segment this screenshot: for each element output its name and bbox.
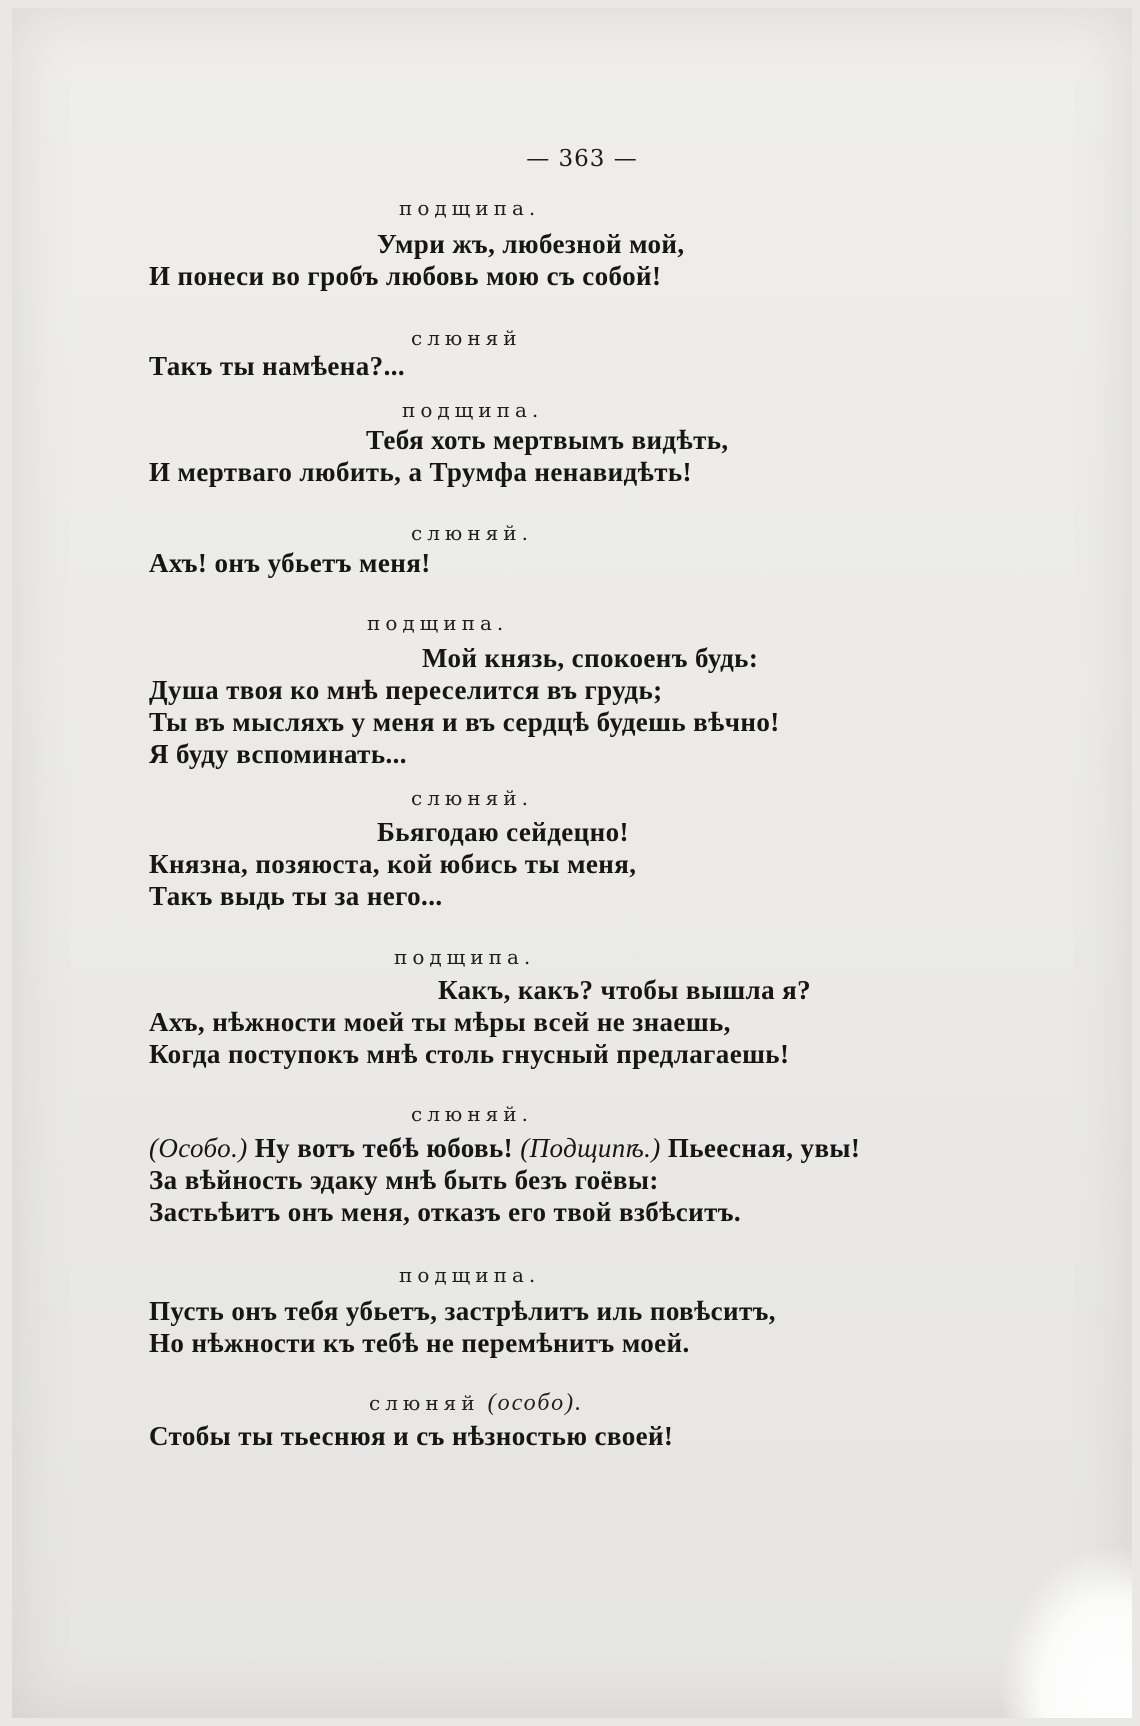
speaker-name: слюняй [369,1391,480,1415]
speaker-label: слюняй. [411,786,533,810]
verse-line: Ахъ! онъ убьетъ меня! [149,548,431,578]
speaker-direction: (особо). [479,1390,584,1416]
page-corner-damage [1002,1548,1132,1718]
speaker-label [369,1390,583,1417]
verse-line: Такъ ты намѣена?... [149,351,406,381]
verse-text: Ну вотъ тебѣ юбовь! [247,1133,521,1163]
verse-line: Бьягодаю сейдецно! [377,817,629,847]
verse-line [149,1132,860,1164]
speaker-label: подщипа. [367,611,509,635]
speaker-label: слюняй. [411,521,533,545]
verse-line: Тебя хоть мертвымъ видѣть, [366,425,729,455]
stage-direction: (Особо.) [149,1133,248,1163]
verse-line: Мой князь, спокоенъ будь: [422,643,759,673]
stage-direction: (Подщипѣ.) [520,1133,661,1163]
verse-line: И понеси во гробъ любовь мою съ собой! [149,261,662,291]
verse-line: Ахъ, нѣжности моей ты мѣры всей не знаешь, [149,1007,731,1037]
verse-line: Такъ выдь ты за него... [149,881,443,911]
speaker-label: слюняй [411,326,522,350]
verse-line: Умри жъ, любезной мой, [377,229,685,259]
page-number: — 363 — [526,146,638,172]
speaker-label: подщипа. [394,945,536,969]
verse-line: И мертваго любить, а Трумфа ненавидѣть! [149,457,692,487]
verse-line: Когда поступокъ мнѣ столь гнусный предлагаешь! [149,1039,790,1069]
speaker-label: слюняй. [411,1102,533,1126]
verse-line: Князна, позяюста, кой юбись ты меня, [149,849,637,879]
verse-line: Душа твоя ко мнѣ переселится въ грудь; [149,675,663,705]
verse-line: Но нѣжности къ тебѣ не перемѣнитъ моей. [149,1328,690,1358]
speaker-label: подщипа. [399,196,541,220]
speaker-label: подщипа. [402,398,544,422]
verse-line: Ты въ мысляхъ у меня и въ сердцѣ будешь вѣчно! [149,707,780,737]
speaker-label: подщипа. [399,1263,541,1287]
verse-line: Пусть онъ тебя убьетъ, застрѣлитъ иль повѣситъ, [149,1296,776,1326]
verse-line: За вѣйность эдаку мнѣ быть безъ гоёвы: [149,1165,659,1195]
verse-line: Застьѣитъ онъ меня, отказъ его твой взбѣситъ. [149,1197,742,1227]
verse-text: Пьеесная, увы! [660,1133,861,1163]
verse-line: Какъ, какъ? чтобы вышла я? [438,975,812,1005]
verse-line: Стобы ты тьеснюя и съ нѣзностью своей! [149,1421,674,1451]
book-page [12,8,1132,1718]
verse-line: Я буду вспоминать... [149,739,407,769]
